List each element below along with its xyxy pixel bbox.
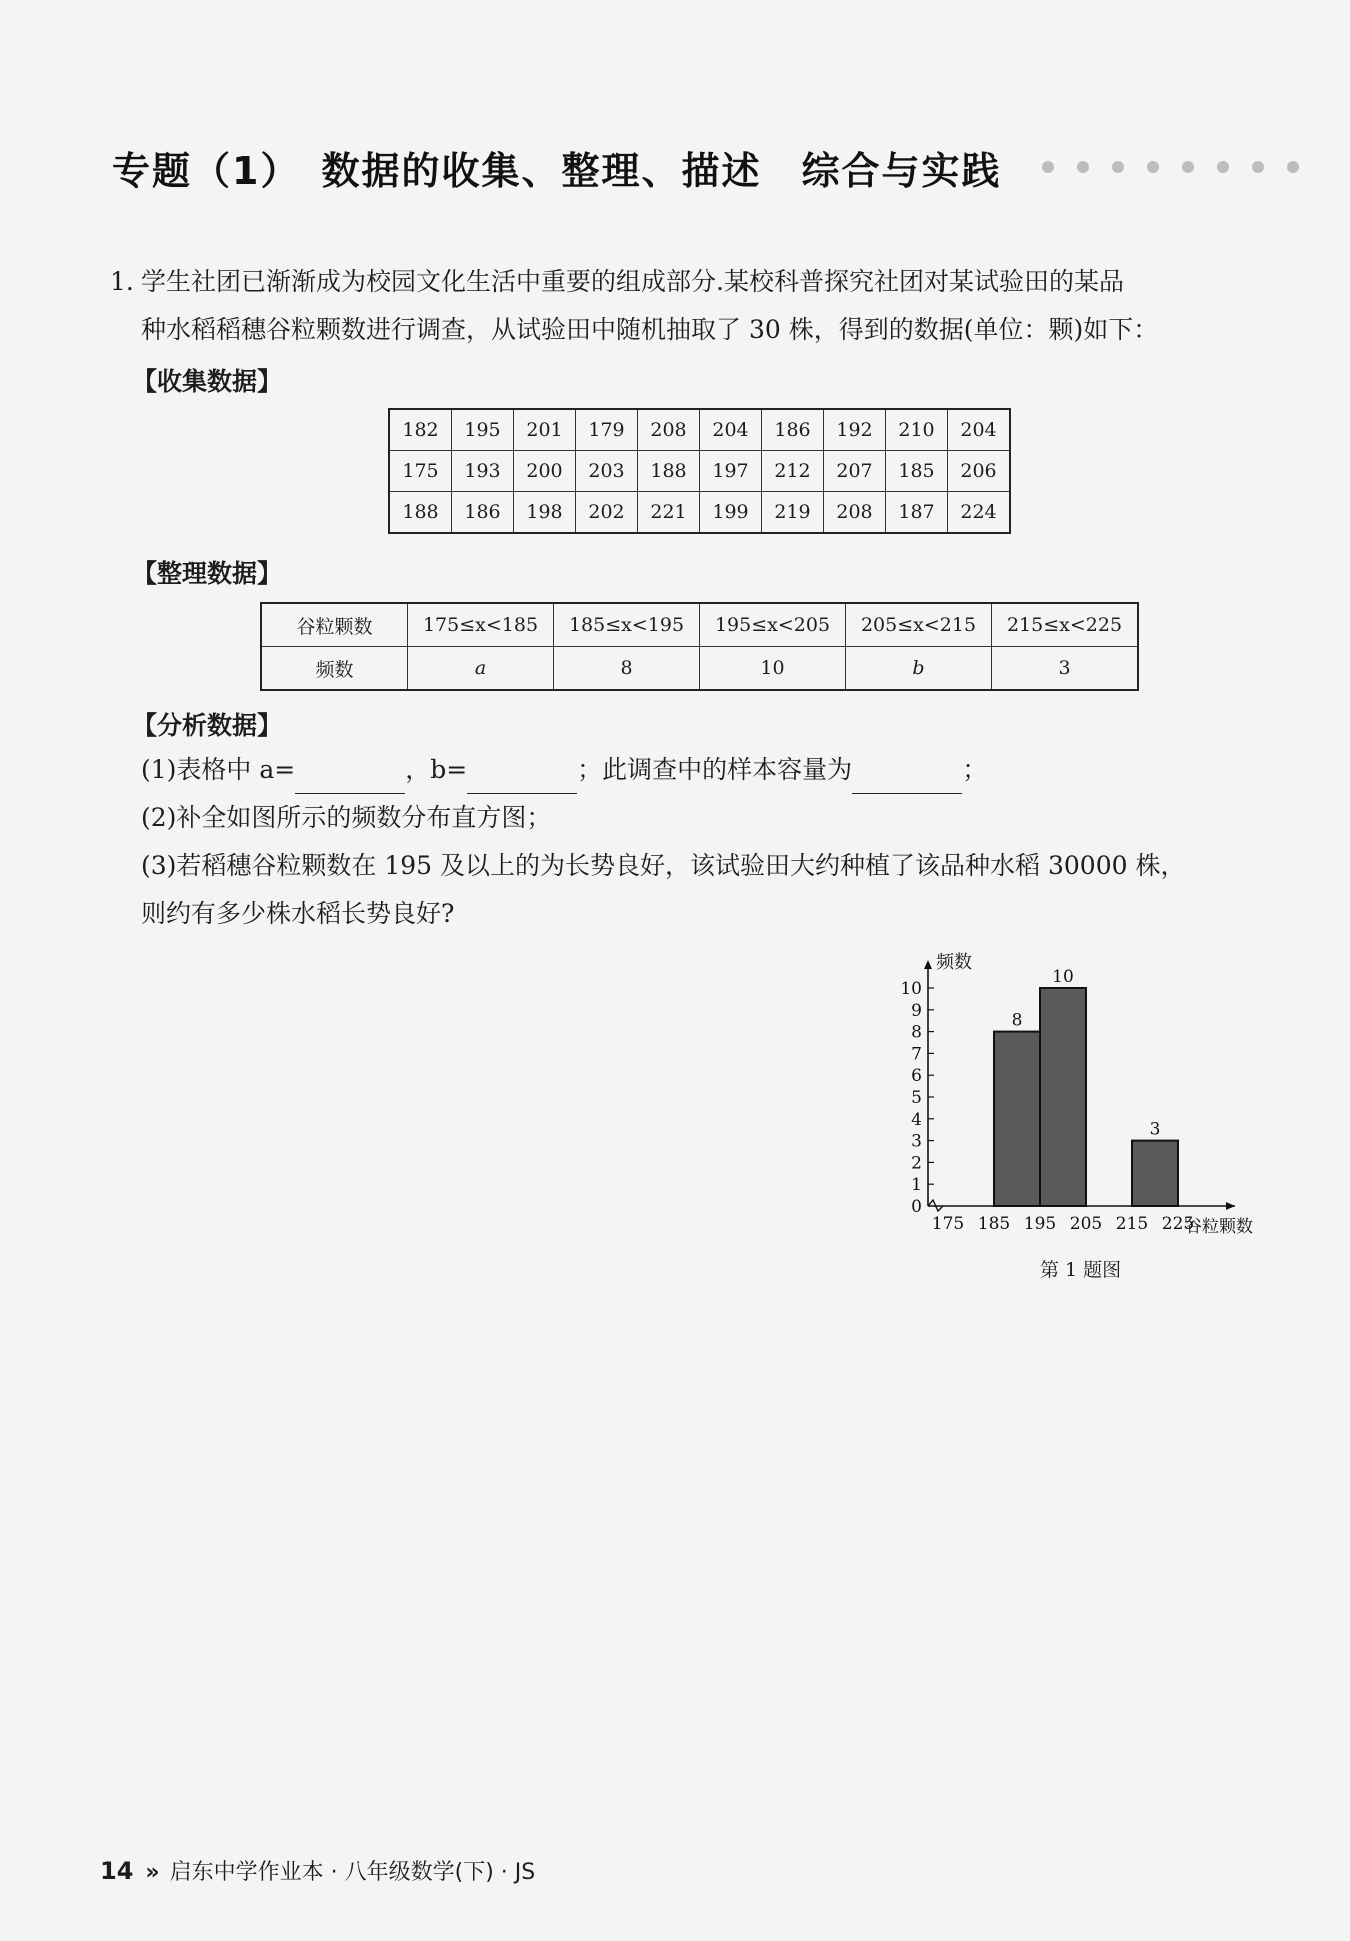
y-tick-label: 5 bbox=[911, 1088, 922, 1108]
raw-data-cell: 185 bbox=[886, 451, 948, 492]
raw-data-cell: 175 bbox=[389, 451, 452, 492]
decoration-dot bbox=[1217, 161, 1229, 173]
raw-data-cell: 203 bbox=[576, 451, 638, 492]
raw-data-row bbox=[389, 492, 1010, 534]
raw-data-cell: 199 bbox=[700, 492, 762, 534]
page-number: 14 bbox=[100, 1857, 134, 1885]
raw-data-cell: 219 bbox=[762, 492, 824, 534]
frequency-table bbox=[260, 602, 1139, 691]
raw-data-cell: 210 bbox=[886, 409, 948, 451]
frequency-table-count-row bbox=[261, 647, 1138, 691]
question-intro-line-2: 种水稻稻穗谷粒颗数进行调查，从试验田中随机抽取了 30 株，得到的数据(单位：颗)如下： bbox=[141, 315, 1159, 344]
blank-sample-size[interactable] bbox=[852, 765, 962, 794]
book-title: 启东中学作业本 · 八年级数学(下) · JS bbox=[169, 1860, 536, 1885]
decoration-dot bbox=[1182, 161, 1194, 173]
y-tick-label: 9 bbox=[911, 1000, 922, 1021]
raw-data-cell: 195 bbox=[452, 409, 514, 451]
count-cell: 8 bbox=[554, 647, 700, 691]
y-tick-label: 7 bbox=[911, 1044, 922, 1065]
interval-cell: 205≤x<215 bbox=[846, 603, 992, 647]
histogram-chart bbox=[880, 940, 1280, 1240]
count-cell: b bbox=[846, 647, 992, 691]
raw-data-row bbox=[389, 451, 1010, 492]
y-tick-label: 0 bbox=[911, 1197, 922, 1217]
bar-value-label: 8 bbox=[1011, 1010, 1023, 1031]
raw-data-cell: 188 bbox=[389, 492, 452, 534]
count-cell: 3 bbox=[992, 647, 1139, 691]
raw-data-cell: 192 bbox=[824, 409, 886, 451]
section-organize-heading: 【整理数据】 bbox=[132, 559, 283, 588]
x-axis-arrow-icon bbox=[1226, 1202, 1235, 1210]
y-tick-label: 6 bbox=[911, 1066, 922, 1087]
raw-data-cell: 201 bbox=[514, 409, 576, 451]
frequency-table-interval-row bbox=[261, 603, 1138, 647]
decoration-dot bbox=[1287, 161, 1299, 173]
page-title: 专题（1） 数据的收集、整理、描述 综合与实践 bbox=[112, 149, 1002, 193]
blank-a[interactable] bbox=[295, 765, 405, 794]
interval-cell: 175≤x<185 bbox=[408, 603, 554, 647]
raw-data-row bbox=[389, 409, 1010, 451]
raw-data-cell: 186 bbox=[452, 492, 514, 534]
part-3-line-1: (3)若稻穗谷粒颗数在 195 及以上的为长势良好，该试验田大约种植了该品种水稻 30000 株， bbox=[141, 851, 1186, 880]
part-3-line-2: 则约有多少株水稻长势良好? bbox=[141, 899, 455, 928]
decoration-dot bbox=[1112, 161, 1124, 173]
frequency-table-header-cell: 频数 bbox=[261, 647, 408, 691]
x-tick-label: 225 bbox=[1161, 1214, 1195, 1234]
raw-data-cell: 212 bbox=[762, 451, 824, 492]
part-1-c-label: ；此调查中的样本容量为 bbox=[577, 755, 853, 784]
decoration-dot bbox=[1252, 161, 1264, 173]
question-number: 1. bbox=[110, 267, 134, 296]
x-tick-label: 195 bbox=[1023, 1214, 1057, 1234]
raw-data-cell: 198 bbox=[514, 492, 576, 534]
x-tick-label: 185 bbox=[977, 1214, 1011, 1234]
histogram-bar bbox=[1132, 1141, 1178, 1206]
raw-data-cell: 179 bbox=[576, 409, 638, 451]
y-axis-label: 频数 bbox=[936, 952, 972, 973]
raw-data-cell: 182 bbox=[389, 409, 452, 451]
y-tick-label: 2 bbox=[911, 1153, 922, 1174]
count-cell: 10 bbox=[700, 647, 846, 691]
bar-value-label: 10 bbox=[1052, 967, 1074, 987]
raw-data-cell: 187 bbox=[886, 492, 948, 534]
raw-data-cell: 207 bbox=[824, 451, 886, 492]
frequency-table-header-cell: 谷粒颗数 bbox=[261, 603, 408, 647]
raw-data-cell: 208 bbox=[824, 492, 886, 534]
raw-data-cell: 200 bbox=[514, 451, 576, 492]
interval-cell: 195≤x<205 bbox=[700, 603, 846, 647]
x-tick-label: 175 bbox=[931, 1214, 965, 1234]
raw-data-cell: 221 bbox=[638, 492, 700, 534]
raw-data-cell: 208 bbox=[638, 409, 700, 451]
blank-b[interactable] bbox=[467, 765, 577, 794]
y-tick-label: 10 bbox=[900, 979, 922, 999]
raw-data-cell: 197 bbox=[700, 451, 762, 492]
raw-data-cell: 204 bbox=[700, 409, 762, 451]
x-axis-label: 谷粒颗数 bbox=[1185, 1217, 1253, 1237]
raw-data-cell: 186 bbox=[762, 409, 824, 451]
raw-data-table bbox=[388, 408, 1011, 534]
raw-data-cell: 188 bbox=[638, 451, 700, 492]
part-1-b-label: ，b= bbox=[405, 755, 468, 784]
raw-data-cell: 204 bbox=[948, 409, 1011, 451]
decoration-dot bbox=[1147, 161, 1159, 173]
section-analyze-heading: 【分析数据】 bbox=[132, 711, 283, 740]
x-tick-label: 205 bbox=[1069, 1214, 1103, 1234]
raw-data-cell: 202 bbox=[576, 492, 638, 534]
section-collect-heading: 【收集数据】 bbox=[132, 367, 283, 396]
x-tick-label: 215 bbox=[1115, 1214, 1149, 1234]
histogram-bar bbox=[994, 1032, 1040, 1206]
raw-data-cell: 224 bbox=[948, 492, 1011, 534]
raw-data-cell: 206 bbox=[948, 451, 1011, 492]
title-decoration-dots bbox=[1042, 158, 1322, 177]
decoration-dot bbox=[1042, 161, 1054, 173]
raw-data-cell: 193 bbox=[452, 451, 514, 492]
part-1-a-label: (1)表格中 a= bbox=[141, 755, 296, 784]
part-1-end: ； bbox=[962, 755, 988, 784]
y-axis-arrow-icon bbox=[924, 960, 932, 969]
figure-caption: 第 1 题图 bbox=[1040, 1259, 1122, 1281]
bar-value-label: 3 bbox=[1149, 1119, 1161, 1140]
double-arrow-icon: » bbox=[145, 1860, 160, 1885]
part-2: (2)补全如图所示的频数分布直方图； bbox=[141, 803, 552, 832]
count-cell: a bbox=[408, 647, 554, 691]
y-tick-label: 1 bbox=[911, 1175, 922, 1196]
histogram-bar bbox=[1040, 988, 1086, 1206]
page-footer bbox=[100, 1855, 535, 1886]
y-tick-label: 8 bbox=[911, 1022, 922, 1043]
interval-cell: 215≤x<225 bbox=[992, 603, 1139, 647]
y-tick-label: 4 bbox=[911, 1109, 922, 1130]
question-intro-line-1: 学生社团已渐渐成为校园文化生活中重要的组成部分.某校科普探究社团对某试验田的某品 bbox=[141, 267, 1124, 296]
decoration-dot bbox=[1077, 161, 1089, 173]
part-1 bbox=[141, 746, 987, 794]
interval-cell: 185≤x<195 bbox=[554, 603, 700, 647]
y-tick-label: 3 bbox=[911, 1131, 922, 1152]
